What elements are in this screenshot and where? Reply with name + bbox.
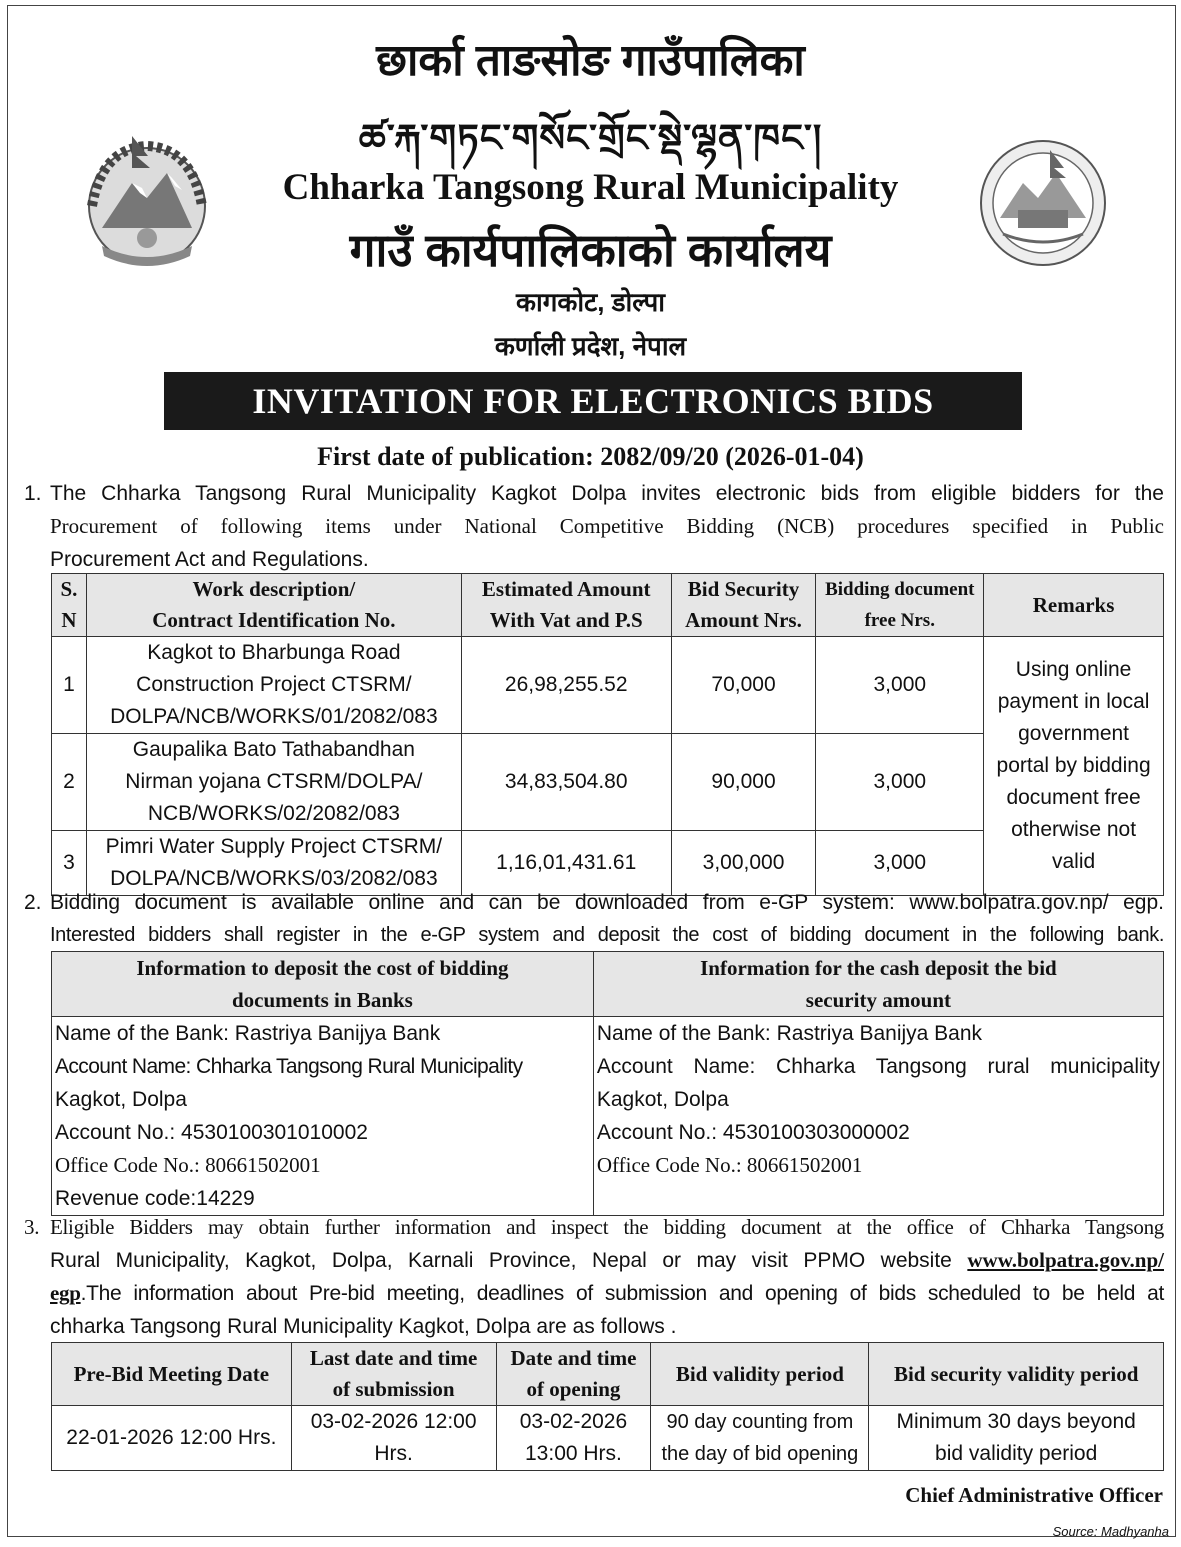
office-name-nepali: गाउँ कार्यपालिकाको कार्यालय — [349, 224, 832, 276]
address-line-1: कागकोट, डोल्पा — [516, 287, 665, 317]
nepali-municipality-name: छार्का ताङसोङ गाउँपालिका — [376, 36, 805, 85]
bank-left-info: Name of the Bank: Rastriya Banijya Bank Account Name: Chharka Tangsong Rural Municipality Kagkot, Dolpa Account No.: 4530100301010002 Office Code No.: 80661502001 Revenue code:14229 — [52, 1017, 594, 1216]
section-3-line-3: .The information about Pre-bid meeting, deadlines of submission and opening of bids scheduled to be held at — [80, 1282, 1164, 1305]
header-prebid: Pre-Bid Meeting Date — [52, 1343, 292, 1406]
row-work: Kagkot to Bharbunga Road Construction Project CTSRM/ DOLPA/NCB/WORKS/01/2082/083 — [86, 637, 461, 734]
security-validity-period: Minimum 30 days beyond bid validity period — [869, 1406, 1164, 1471]
row-security: 70,000 — [671, 637, 816, 734]
header-security: Bid Security Amount Nrs. — [671, 574, 816, 637]
section-number: 3. — [24, 1215, 40, 1239]
section-1-line-1: The Chharka Tangsong Rural Municipality Kagkot Dolpa invites electronic bids from eligible bidders for the — [50, 482, 1164, 505]
header-work: Work description/ Contract Identification No. — [86, 574, 461, 637]
section-number: 2. — [24, 891, 42, 914]
remarks-cell: Using online payment in local government portal by bidding document free otherwise not valid — [984, 637, 1164, 896]
section-1-line-3: Procurement Act and Regulations. — [50, 548, 369, 571]
publication-date: First date of publication: 2082/09/20 (2026-01-04) — [317, 442, 864, 471]
header-opening: Date and time of opening — [496, 1343, 651, 1406]
header-security-validity: Bid security validity period — [869, 1343, 1164, 1406]
notice-title-banner: INVITATION FOR ELECTRONICS BIDS — [164, 372, 1022, 430]
bid-items-table — [51, 573, 1164, 896]
header-remarks: Remarks — [984, 574, 1164, 637]
section-2-line-1: Bidding document is available online and can be downloaded from e-GP system: www.bolpatra.gov.np/ egp. — [50, 891, 1164, 914]
header-sn: S. N — [52, 574, 87, 637]
row-fee: 3,000 — [816, 831, 984, 896]
bank-left-header: Information to deposit the cost of bidding documents in Banks — [52, 952, 594, 1017]
header-estimate: Estimated Amount With Vat and P.S — [461, 574, 671, 637]
row-sn: 2 — [52, 734, 87, 831]
row-security: 3,00,000 — [671, 831, 816, 896]
section-3-line-2: Rural Municipality, Kagkot, Dolpa, Karnali Province, Nepal or may visit PPMO website — [50, 1249, 968, 1272]
english-municipality-name: Chharka Tangsong Rural Municipality — [282, 167, 899, 208]
row-work: Pimri Water Supply Project CTSRM/ DOLPA/NCB/WORKS/03/2082/083 — [86, 831, 461, 896]
submission-deadline: 03-02-2026 12:00 Hrs. — [291, 1406, 496, 1471]
header-validity: Bid validity period — [651, 1343, 869, 1406]
section-3-line-4: chharka Tangsong Rural Municipality Kagkot, Dolpa are as follows . — [50, 1315, 677, 1338]
bank-right-info: Name of the Bank: Rastriya Banijya Bank Account Name: Chharka Tangsong rural municipality Kagkot, Dolpa Account No.: 4530100303000002 Office Code No.: 80661502001 — [593, 1017, 1163, 1216]
section-1-line-2: Procurement of following items under National Competitive Bidding (NCB) procedures specified in Public — [50, 514, 1164, 538]
section-2 — [24, 886, 1164, 952]
signoff: Chief Administrative Officer — [905, 1483, 1163, 1507]
section-1 — [24, 477, 1164, 576]
header-docfee: Bidding document free Nrs. — [816, 574, 984, 637]
row-sn: 3 — [52, 831, 87, 896]
section-2-line-2: Interested bidders shall register in the e-GP system and deposit the cost of bidding document in the following bank. — [50, 924, 1164, 946]
section-3 — [24, 1211, 1164, 1343]
opening-date: 03-02-2026 13:00 Hrs. — [496, 1406, 651, 1471]
row-estimate: 1,16,01,431.61 — [461, 831, 671, 896]
address-line-2: कर्णाली प्रदेश, नेपाल — [494, 331, 687, 361]
row-estimate: 26,98,255.52 — [461, 637, 671, 734]
header-submission: Last date and time of submission — [291, 1343, 496, 1406]
section-number: 1. — [24, 482, 42, 505]
table-row — [52, 1406, 1164, 1471]
row-fee: 3,000 — [816, 734, 984, 831]
row-estimate: 34,83,504.80 — [461, 734, 671, 831]
tibetan-municipality-name: ཚ་རྐ་གཏང་གསོང་གྲོང་སྡེ་ལྷན་ཁང་། — [358, 118, 823, 160]
validity-period: 90 day counting from the day of bid opening — [651, 1406, 869, 1471]
section-3-line-1: Eligible Bidders may obtain further information and inspect the bidding document at the office of Chharka Tangsong — [50, 1215, 1164, 1239]
row-security: 90,000 — [671, 734, 816, 831]
source-credit: Source: Madhyanha — [1052, 1524, 1169, 1539]
row-work: Gaupalika Bato Tathabandhan Nirman yojana CTSRM/DOLPA/ NCB/WORKS/02/2082/083 — [86, 734, 461, 831]
row-sn: 1 — [52, 637, 87, 734]
ppmo-website-link-cont[interactable]: egp — [50, 1281, 81, 1305]
row-fee: 3,000 — [816, 637, 984, 734]
bank-right-header: Information for the cash deposit the bid security amount — [593, 952, 1163, 1017]
table-row — [52, 637, 1164, 734]
prebid-date: 22-01-2026 12:00 Hrs. — [52, 1406, 292, 1471]
bank-info-table — [51, 951, 1164, 1216]
ppmo-website-link[interactable]: www.bolpatra.gov.np/ — [967, 1248, 1164, 1272]
schedule-table — [51, 1342, 1164, 1471]
